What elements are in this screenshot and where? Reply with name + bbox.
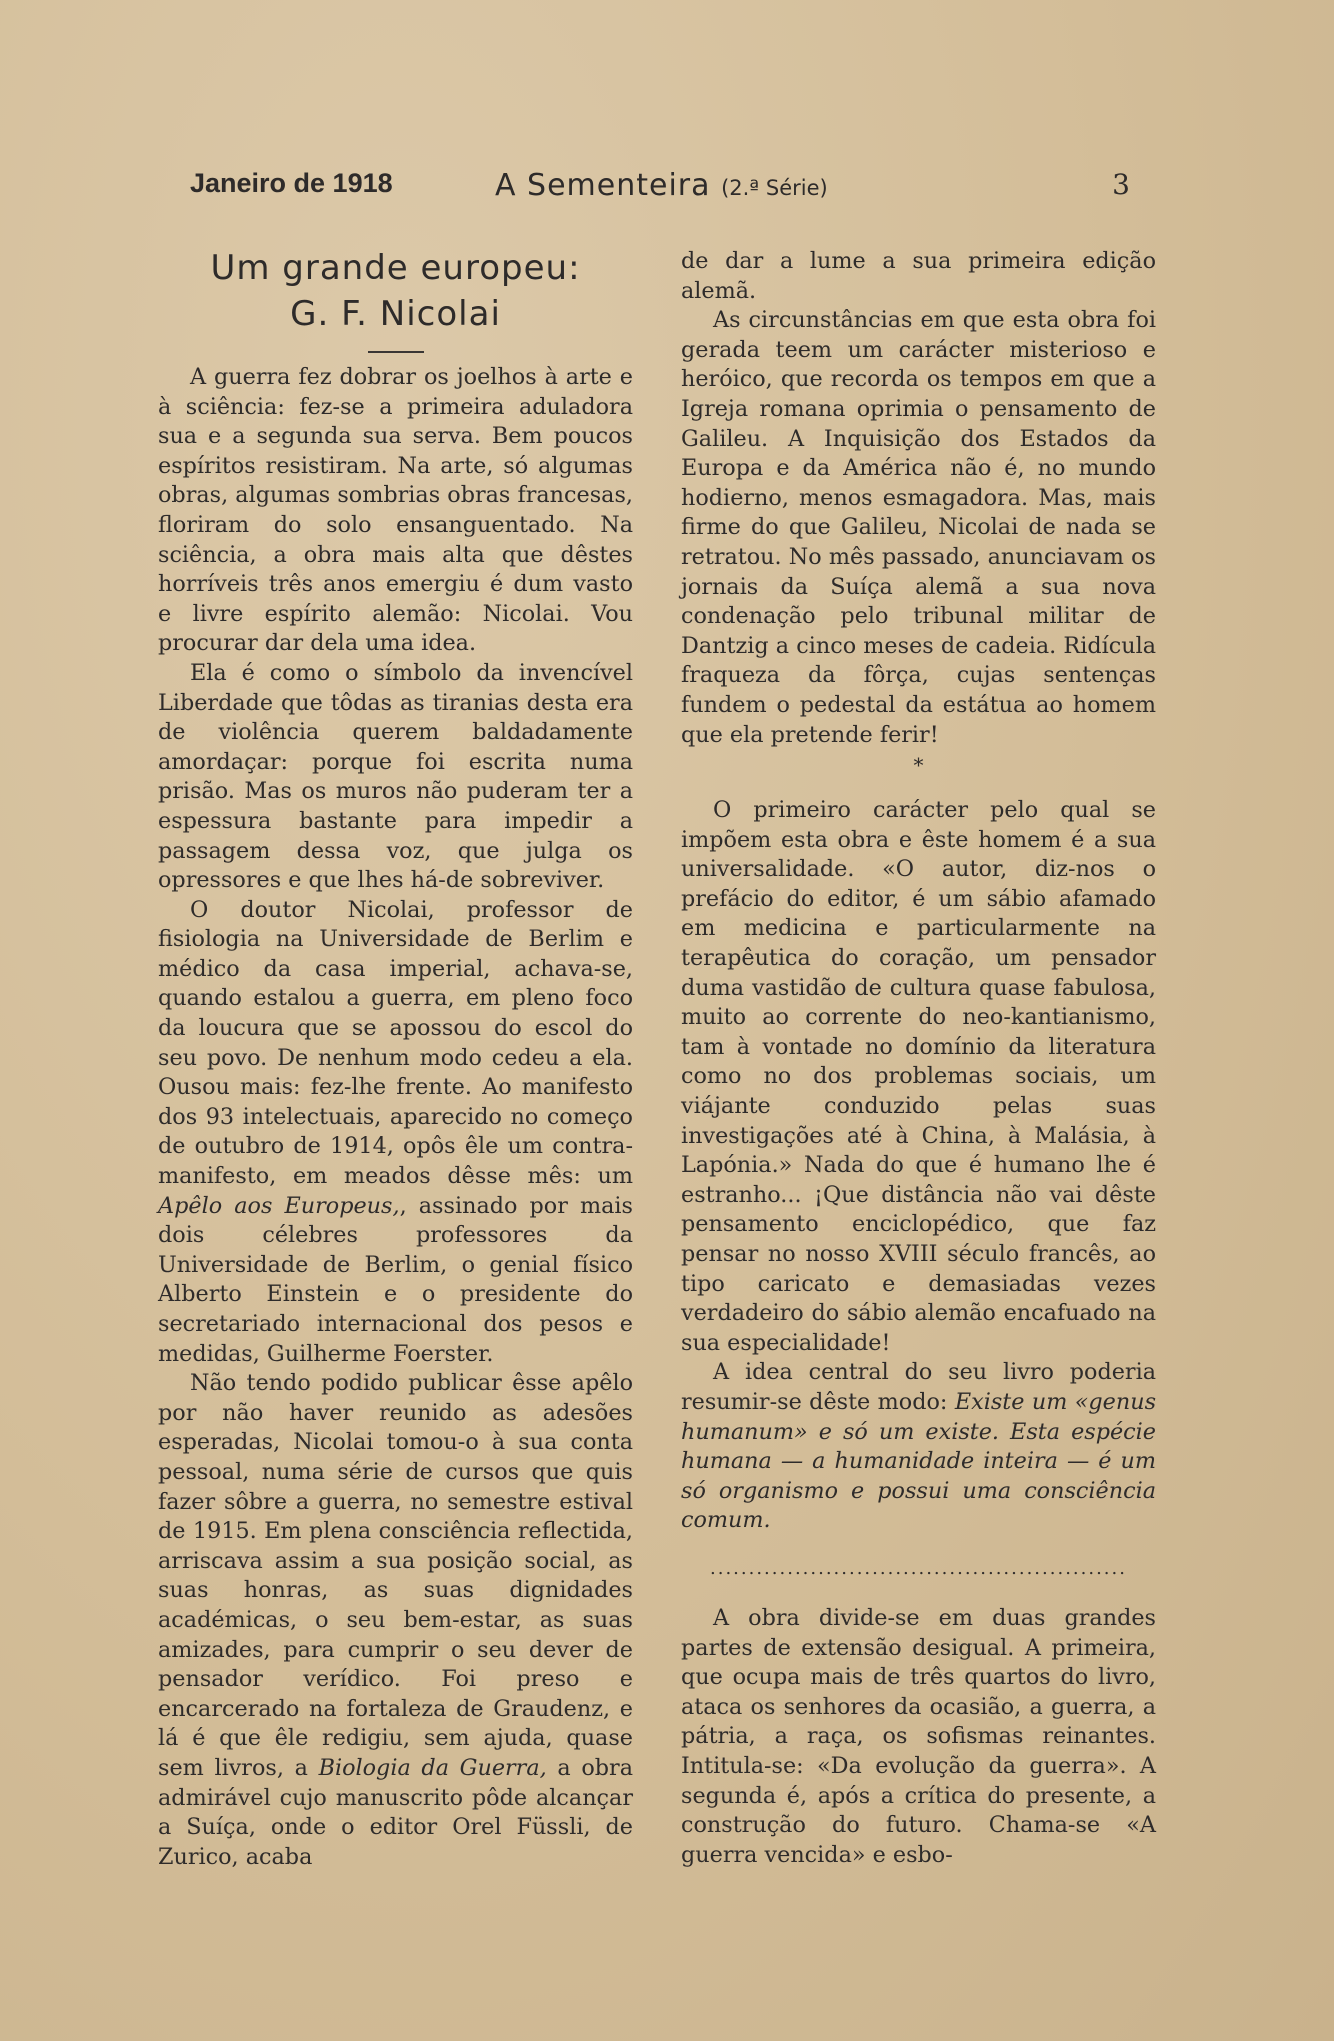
publication-name: A Sementeira bbox=[495, 168, 711, 203]
series-label: (2.ª Série) bbox=[721, 176, 828, 200]
dotted-separator: ...................................................... bbox=[710, 1557, 1127, 1579]
paragraph-text: a obra admirável cujo manuscrito pôde alcançar a Suíça, onde o editor Orel Füssli, de Zurico, acaba bbox=[158, 1754, 633, 1870]
paragraph: de dar a lume a sua primeira edição alemã. bbox=[681, 248, 1156, 304]
paragraph-text: A idea central do seu livro poderia resumir-se dêste modo: bbox=[681, 1359, 1156, 1415]
paragraph: A obra divide-se em duas grandes partes de extensão desigual. A primeira, que ocupa mais de três quartos do livro, ataca os senhores da ocasião, a guerra, a pátria, a raça, os sofismas reinantes. Intitula-se: «Da evolução da guerra». A segunda é, após a crítica do presente, a construção do futuro. Chama-se «A guerra vencida» e esbo- bbox=[681, 1604, 1156, 1868]
article-title-line1: Um grande europeu: bbox=[210, 248, 581, 288]
italic-quote: Existe um «genus humanum» e só um existe. Esta espécie humana — a humanidade inteira — é um só organismo e possui uma consciência comum. bbox=[681, 1388, 1157, 1534]
page-header bbox=[190, 168, 1130, 208]
page-number: 3 bbox=[1112, 168, 1130, 201]
masthead-title bbox=[495, 168, 828, 203]
paragraph-text: , assinado por mais dois célebres professores da Universidade de Berlim, o genial físico Alberto Einstein e o presidente do secretariado internacional dos pesos e medidas, Guilherme Foerster. bbox=[158, 1192, 633, 1367]
column-left bbox=[158, 245, 633, 1872]
column-right bbox=[681, 247, 1156, 1870]
paragraph: Ela é como o símbolo da invencível Liberdade que tôdas as tiranias desta era de violência querem baldadamente amordaçar: porque foi escrita numa prisão. Mas os muros não puderam ter a espessura bastante para impedir a passagem dessa voz, que julga os opressores e que lhes há-de sobreviver. bbox=[158, 659, 633, 894]
paragraph bbox=[158, 1369, 633, 1872]
italic-title: Apêlo aos Europeus, bbox=[158, 1192, 400, 1219]
italic-title: Biologia da Guerra, bbox=[318, 1754, 547, 1781]
paragraph: A guerra fez dobrar os joelhos à arte e à sciência: fez-se a primeira aduladora sua e a segunda sua serva. Bem poucos espíritos resistiram. Na arte, só algumas obras, algumas sombrias obras francesas, floriram do solo ensanguentado. Na sciência, a obra mais alta que dêstes horríveis três anos emergiu é dum vasto e livre espírito alemão: Nicolai. Vou procurar dar dela uma idea. bbox=[158, 364, 633, 657]
title-rule bbox=[368, 351, 424, 353]
issue-date: Janeiro de 1918 bbox=[190, 168, 393, 198]
paragraph-text: Não tendo podido publicar êsse apêlo por não haver reunido as adesões esperadas, Nicolai tomou-o à sua conta pessoal, numa série de cursos que quis fazer sôbre a guerra, no semestre estival de 1915. Em plena consciência reflectida, arriscava assim a sua posição social, as suas honras, as suas dignidades académicas, o seu bem-estar, as suas amizades, para cumprir o seu dever de pensador verídico. Foi preso e encarcerado na fortaleza de Graudenz, e lá é que êle redigiu, sem ajuda, quase sem livros, a bbox=[158, 1370, 633, 1781]
article-title-line2: G. F. Nicolai bbox=[290, 294, 501, 334]
article-title bbox=[158, 245, 633, 337]
paragraph bbox=[158, 896, 633, 1370]
paragraph bbox=[681, 1358, 1156, 1536]
paragraph: O primeiro carácter pelo qual se impõem esta obra e êste homem é a sua universalidade. «O autor, diz-nos o prefácio do editor, é um sábio afamado em medicina e particularmente na terapêutica do coração, um pensador duma vastidão de cultura quase fabulosa, muito ao corrente do neo-kantianismo, tam à vontade no domínio da literatura como no dos problemas sociais, um viájante conduzido pelas suas investigações até à China, à Malásia, à Lapónia.» Nada do que é humano lhe é estranho... ¡Que distância não vai dêste pensamento enciclopédico, que faz pensar no nosso XVIII século francês, ao tipo caricato e demasiadas vezes verdadeiro do sábio alemão encafuado na sua especialidade! bbox=[681, 797, 1156, 1356]
paragraph: As circunstâncias em que esta obra foi gerada teem um carácter misterioso e heróico, que recorda os tempos em que a Igreja romana oprimia o pensamento de Galileu. A Inquisição dos Estados da Europa e da América não é, no mundo hodierno, menos esmagadora. Mas, mais firme do que Galileu, Nicolai de nada se retratou. No mês passado, anunciavam os jornais da Suíça alemã a sua nova condenação pelo tribunal militar de Dantzig a cinco meses de cadeia. Ridícula fraqueza da fôrça, cujas sentenças fundem o pedestal da estátua ao homem que ela pretende ferir! bbox=[681, 307, 1156, 748]
paragraph-text: O doutor Nicolai, professor de fisiologia na Universidade de Berlim e médico da casa imperial, achava-se, quando estalou a guerra, em pleno foco da loucura que se apossou do escol do seu povo. De nenhum modo cedeu a ela. Ousou mais: fez-lhe frente. Ao manifesto dos 93 intelectuais, aparecido no começo de outubro de 1914, opôs êle um contra-manifesto, em meados dêsse mês: um bbox=[158, 896, 633, 1190]
section-separator-star: * bbox=[913, 753, 924, 778]
